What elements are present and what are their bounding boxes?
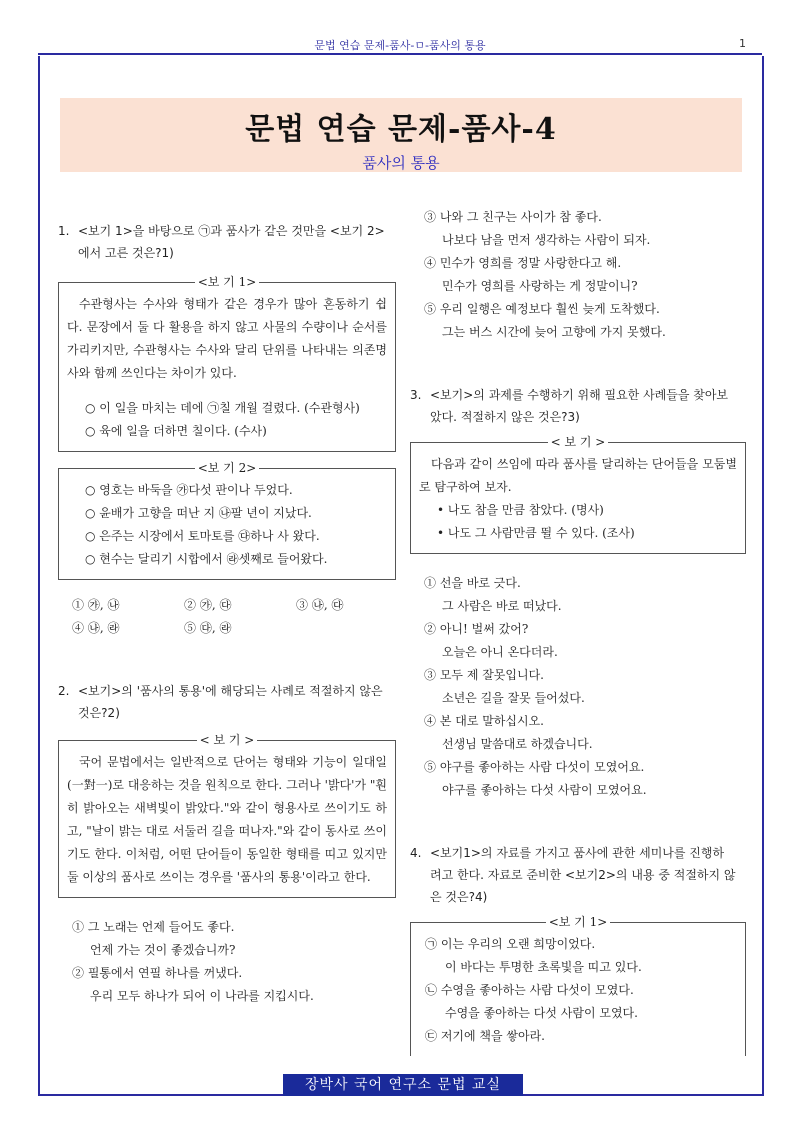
q1-box-1 (58, 275, 396, 452)
q4-box-item: 이 바다는 투명한 초록빛을 띠고 있다. (445, 960, 642, 974)
q2-options-a (58, 916, 396, 1008)
title-banner (60, 98, 742, 172)
q4-number: 4. (410, 846, 422, 860)
q1-box2-item: ○ 윤배가 고향을 떠난 지 ㉯팔 년이 지났다. (85, 506, 312, 520)
q1-box2-item: ○ 현수는 달리기 시합에서 ㉱셋째로 들어왔다. (85, 552, 328, 566)
q1-box1-legend: <보 기 1> (195, 275, 260, 289)
right-column (410, 206, 746, 1056)
q3-box-bullet: • 나도 참을 만큼 참았다. (명사) (437, 503, 604, 517)
q2-option-sub: 언제 가는 것이 좋겠습니까? (90, 943, 236, 957)
q2-stem-line1: <보기>의 '품사의 통용'에 해당되는 사례로 적절하지 않은 (78, 684, 383, 698)
q2-option-sub: 그는 버스 시간에 늦어 고향에 가지 못했다. (442, 325, 666, 339)
q2-stem-line2: 것은?2) (78, 706, 120, 720)
q2-options-b (410, 206, 746, 344)
question-1 (58, 220, 396, 264)
q2-option[interactable]: ③ 나와 그 친구는 사이가 참 좋다. (424, 210, 602, 224)
q3-stem-line2: 았다. 적절하지 않은 것은?3) (430, 410, 580, 424)
q3-number: 3. (410, 388, 422, 402)
q1-box2-item: ○ 은주는 시장에서 토마토를 ㉰하나 사 왔다. (85, 529, 320, 543)
q1-stem-line1: <보기 1>을 바탕으로 ㉠과 품사가 같은 것만을 <보기 2> (78, 224, 385, 238)
q4-stem-line3: 은 것은?4) (430, 890, 488, 904)
q1-box1-example-2: ○ 육에 일을 더하면 칠이다. (수사) (85, 424, 267, 438)
q3-option[interactable]: ③ 모두 제 잘못입니다. (424, 668, 544, 682)
page-header (0, 33, 800, 55)
q3-stem-line1: <보기>의 과제를 수행하기 위해 필요한 사례들을 찾아보 (430, 388, 729, 402)
page-subtitle: 품사의 통용 (362, 154, 440, 172)
q3-option-sub: 오늘은 아니 온다더라. (442, 645, 558, 659)
q4-box-legend: <보 기 1> (546, 915, 611, 929)
q3-option-sub: 선생님 말씀대로 하겠습니다. (442, 737, 593, 751)
q3-options (410, 572, 746, 802)
q1-choice-5[interactable]: ⑤ ㉰, ㉱ (184, 621, 232, 635)
q2-option-sub: 민수가 영희를 사랑하는 게 정말이니? (442, 279, 638, 293)
q1-choice-1[interactable]: ① ㉮, ㉯ (72, 598, 120, 612)
q3-box (410, 435, 746, 554)
q2-option[interactable]: ① 그 노래는 언제 들어도 좋다. (72, 920, 235, 934)
header-rule (38, 53, 762, 55)
footer-band: 장박사 국어 연구소 문법 교실 (283, 1074, 523, 1096)
q3-option[interactable]: ② 아니! 벌써 갔어? (424, 622, 529, 636)
q3-option-sub: 그 사람은 바로 떠났다. (442, 599, 562, 613)
q4-box (410, 915, 746, 1056)
q4-box-item: 수영을 좋아하는 다섯 사람이 모였다. (445, 1006, 638, 1020)
q1-box1-example-1: ○ 이 일을 마치는 데에 ㉠칠 개월 걸렸다. (수관형사) (85, 401, 360, 415)
page-title: 문법 연습 문제-품사-4 (245, 112, 557, 147)
q1-box2-item: ○ 영호는 바둑을 ㉮다섯 판이나 두었다. (85, 483, 293, 497)
q2-box-legend: < 보 기 > (197, 733, 258, 747)
q4-stem-line2: 려고 한다. 자료로 준비한 <보기2>의 내용 중 적절하지 않 (430, 868, 736, 882)
q1-box-2 (58, 461, 396, 580)
question-2 (58, 680, 396, 724)
q2-option-sub: 나보다 남을 먼저 생각하는 사람이 되자. (442, 233, 651, 247)
header-title: 문법 연습 문제-품사-ㅁ-품사의 통용 (314, 39, 486, 52)
q3-option[interactable]: ① 선을 바로 긋다. (424, 576, 521, 590)
q2-option[interactable]: ② 필통에서 연필 하나를 꺼냈다. (72, 966, 243, 980)
q2-option[interactable]: ⑤ 우리 일행은 예정보다 훨씬 늦게 도착했다. (424, 302, 660, 316)
q4-box-item: ㉢ 저기에 책을 쌓아라. (425, 1029, 545, 1043)
q3-box-legend: < 보 기 > (548, 435, 609, 449)
question-3 (410, 384, 746, 428)
q3-option-sub: 야구를 좋아하는 다섯 사람이 모였어요. (442, 783, 647, 797)
q4-box-item: ㉠ 이는 우리의 오랜 희망이었다. (425, 937, 596, 951)
q3-option[interactable]: ④ 본 대로 말하십시오. (424, 714, 544, 728)
q2-box-text: 국어 문법에서는 일반적으로 단어는 형태와 기능이 일대일(一對一)로 대응하는 것을 원칙으로 한다. 그러나 '밝다'가 "훤히 밝아오는 새벽빛이 밝았다."와 같이 형용사로 쓰이기도 하고, "날이 밝는 대로 서둘러 길을 떠나자."와 같이 동사로 쓰이기도 한다. 이처럼, 어떤 단어들이 동일한 형태를 띠고 있지만 둘 이상의 품사로 쓰이는 경우를 '품사의 통용'이라고 한다. (67, 755, 387, 884)
page-number: 1 (739, 37, 746, 50)
q2-option[interactable]: ④ 민수가 영희를 정말 사랑한다고 해. (424, 256, 622, 270)
q1-box1-text: 수관형사는 수사와 형태가 같은 경우가 많아 혼동하기 쉽다. 문장에서 둘 다 활용을 하지 않고 사물의 수량이나 순서를 가리키지만, 수관형사는 수사와 달리 단위를 나타내는 의존명사와 함께 쓰인다는 차이가 있다. (67, 297, 387, 380)
q1-stem-line2: 에서 고른 것은?1) (78, 246, 174, 260)
q2-box (58, 733, 396, 898)
q1-box2-legend: <보 기 2> (195, 461, 260, 475)
q2-option-sub: 우리 모두 하나가 되어 이 나라를 지킵시다. (90, 989, 314, 1003)
q1-choice-2[interactable]: ② ㉮, ㉰ (184, 598, 232, 612)
q1-choices (58, 594, 396, 640)
left-column (58, 220, 396, 1008)
question-4 (410, 842, 746, 908)
q1-number: 1. (58, 224, 70, 238)
q4-box-item: ㉡ 수영을 좋아하는 사람 다섯이 모였다. (425, 983, 634, 997)
q1-choice-4[interactable]: ④ ㉯, ㉱ (72, 621, 120, 635)
q1-choice-3[interactable]: ③ ㉯, ㉰ (296, 598, 344, 612)
q3-box-text: 다음과 같이 쓰임에 따라 품사를 달리하는 단어들을 모둠별로 탐구하여 보자. (419, 457, 737, 494)
q3-box-bullet: • 나도 그 사람만큼 뛸 수 있다. (조사) (437, 526, 635, 540)
q3-option[interactable]: ⑤ 야구를 좋아하는 사람 다섯이 모였어요. (424, 760, 645, 774)
q4-stem-line1: <보기1>의 자료를 가지고 품사에 관한 세미나를 진행하 (430, 846, 725, 860)
q2-number: 2. (58, 684, 70, 698)
q3-option-sub: 소년은 길을 잘못 들어섰다. (442, 691, 585, 705)
